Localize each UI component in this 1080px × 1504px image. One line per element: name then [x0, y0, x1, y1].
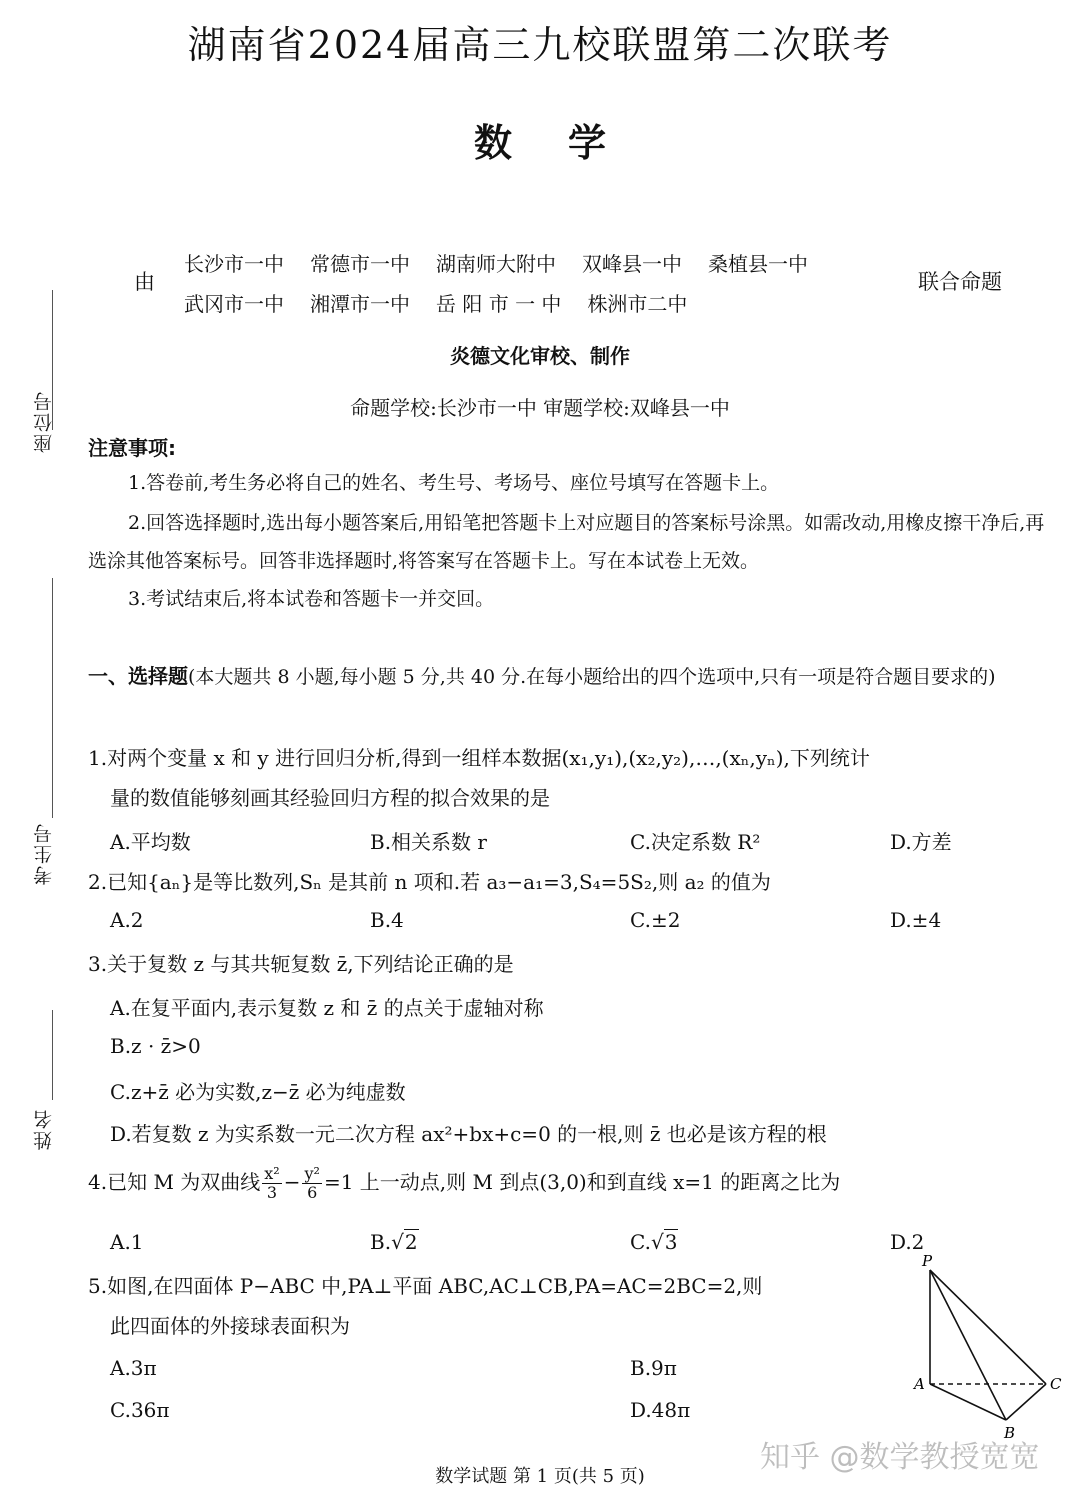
q4-option-c-radicand: 3	[664, 1230, 678, 1254]
q4-option-a: A.1	[110, 1230, 144, 1254]
exam-number-label: 考生号	[33, 822, 55, 885]
section-title: 一、选择题	[88, 664, 188, 688]
school-name: 湖南师大附中	[436, 252, 556, 276]
notice-heading: 注意事项:	[88, 436, 176, 460]
section-desc: (本大题共 8 小题,每小题 5 分,共 40 分.在每小题给出的四个选项中,只有一项是符合题目要求的)	[188, 666, 996, 688]
q1-option-a: A.平均数	[110, 830, 191, 854]
q3-stem: 3.关于复数 z 与其共轭复数 z̄,下列结论正确的是	[88, 952, 514, 976]
school-name: 武冈市一中	[184, 292, 284, 316]
q4-option-b: B.√2	[370, 1230, 418, 1254]
joint-suffix: 联合命题	[918, 270, 1002, 294]
q4-frac-x-num: x²	[264, 1164, 280, 1183]
q5-stem-cont: 此四面体的外接球表面积为	[110, 1314, 350, 1338]
section-heading	[88, 656, 1054, 697]
q1-option-b: B.相关系数 r	[370, 830, 487, 854]
seat-number-label: 座位号	[33, 390, 55, 453]
school-name: 常德市一中	[310, 252, 410, 276]
joint-prefix: 由	[134, 270, 155, 294]
q3-option-c: C.z+z̄ 必为实数,z−z̄ 必为纯虚数	[110, 1080, 406, 1104]
q5-option-c: C.36π	[110, 1398, 170, 1422]
q4-option-c-letter: C.	[630, 1230, 651, 1254]
notice-item: 3.考试结束后,将本试卷和答题卡一并交回。	[128, 588, 495, 610]
edge-bc	[1006, 1384, 1046, 1420]
q4-option-b-letter: B.	[370, 1230, 392, 1254]
q5-option-a: A.3π	[110, 1356, 157, 1380]
q4-option-c: C.√3	[630, 1230, 678, 1254]
edge-ab	[930, 1384, 1006, 1420]
q4-frac-y-den: 6	[307, 1183, 318, 1202]
school-name: 株洲市二中	[587, 292, 688, 316]
watermark: 知乎 @数学教授宽宽	[760, 1440, 1040, 1475]
q4-option-b-radicand: 2	[404, 1230, 418, 1254]
edge-pb	[930, 1270, 1006, 1420]
q4-option-d: D.2	[890, 1230, 925, 1254]
exam-title: 湖南省2024届高三九校联盟第二次联考	[187, 23, 893, 67]
school-name: 长沙市一中	[184, 252, 284, 276]
vertex-label-b: B	[1004, 1424, 1016, 1442]
page-footer: 数学试题 第 1 页(共 5 页)	[435, 1466, 645, 1487]
proposer-line: 命题学校:长沙市一中 审题学校:双峰县一中	[350, 396, 730, 420]
subject-title: 数学	[473, 120, 662, 165]
q2-option-c: C.±2	[630, 908, 681, 932]
producer-line: 炎德文化审校、制作	[450, 344, 630, 368]
q5-option-d: D.48π	[630, 1398, 691, 1422]
q1-stem: 1.对两个变量 x 和 y 进行回归分析,得到一组样本数据(x₁,y₁),(x₂,y₂),…,(xₙ,yₙ),下列统计	[88, 746, 870, 770]
q1-option-d: D.方差	[890, 830, 952, 854]
q4-fraction-x	[262, 1165, 281, 1202]
school-name: 桑植县一中	[708, 252, 808, 276]
q2-option-a: A.2	[110, 908, 144, 932]
vertex-label-a: A	[914, 1375, 925, 1393]
school-name: 双峰县一中	[582, 252, 682, 276]
vertex-label-c: C	[1050, 1375, 1062, 1393]
tetrahedron-figure	[900, 1250, 1080, 1450]
q3-option-d: D.若复数 z 为实系数一元二次方程 ax²+bx+c=0 的一根,则 z̄ 也必是该方程的根	[110, 1122, 827, 1146]
q4-stem-post: =1 上一动点,则 M 到点(3,0)和到直线 x=1 的距离之比为	[323, 1170, 841, 1194]
notice-item: 2.回答选择题时,选出每小题答案后,用铅笔把答题卡上对应题目的答案标号涂黑。如需改动,用橡皮擦干净后,再选涂其他答案标号。回答非选择题时,将答案写在答题卡上。写在本试卷上无效。	[88, 512, 1045, 572]
q4-frac-x-den: 3	[266, 1183, 278, 1202]
q1-stem-cont: 量的数值能够刻画其经验回归方程的拟合效果的是	[110, 786, 550, 810]
q4-fraction-y	[302, 1165, 321, 1202]
q2-stem: 2.已知{aₙ}是等比数列,Sₙ 是其前 n 项和.若 a₃−a₁=3,S₄=5S₂,则 a₂ 的值为	[88, 870, 771, 894]
question-2	[88, 862, 1060, 902]
q2-option-d: D.±4	[890, 908, 942, 932]
q4-minus: −	[283, 1170, 301, 1194]
vertex-label-p: P	[922, 1252, 933, 1270]
school-row-1	[184, 248, 834, 277]
q1-option-c: C.决定系数 R²	[630, 830, 761, 854]
name-label: 姓名	[33, 1108, 55, 1150]
school-name: 湘潭市一中	[310, 292, 410, 316]
q4-frac-y-num: y²	[304, 1164, 320, 1183]
q3-option-a: A.在复平面内,表示复数 z 和 z̄ 的点关于虚轴对称	[110, 996, 544, 1020]
q4-stem-pre: 4.已知 M 为双曲线	[88, 1170, 261, 1194]
question-4	[88, 1162, 1060, 1202]
exam-number-blank-line	[52, 578, 53, 818]
question-5	[88, 1266, 918, 1346]
notice-item: 1.答卷前,考生务必将自己的姓名、考生号、考场号、座位号填写在答题卡上。	[128, 472, 780, 494]
q5-stem: 5.如图,在四面体 P−ABC 中,PA⊥平面 ABC,AC⊥CB,PA=AC=2BC=2,则	[88, 1274, 763, 1298]
edge-pc	[930, 1270, 1046, 1384]
q2-option-b: B.4	[370, 908, 404, 932]
q3-option-b: B.z · z̄>0	[110, 1034, 201, 1058]
school-name: 岳 阳 市 一 中	[436, 292, 562, 316]
school-row-2	[184, 288, 713, 317]
q5-option-b: B.9π	[630, 1356, 677, 1380]
question-1	[88, 738, 1060, 818]
name-blank-line	[52, 1010, 53, 1100]
question-3	[88, 944, 1060, 984]
